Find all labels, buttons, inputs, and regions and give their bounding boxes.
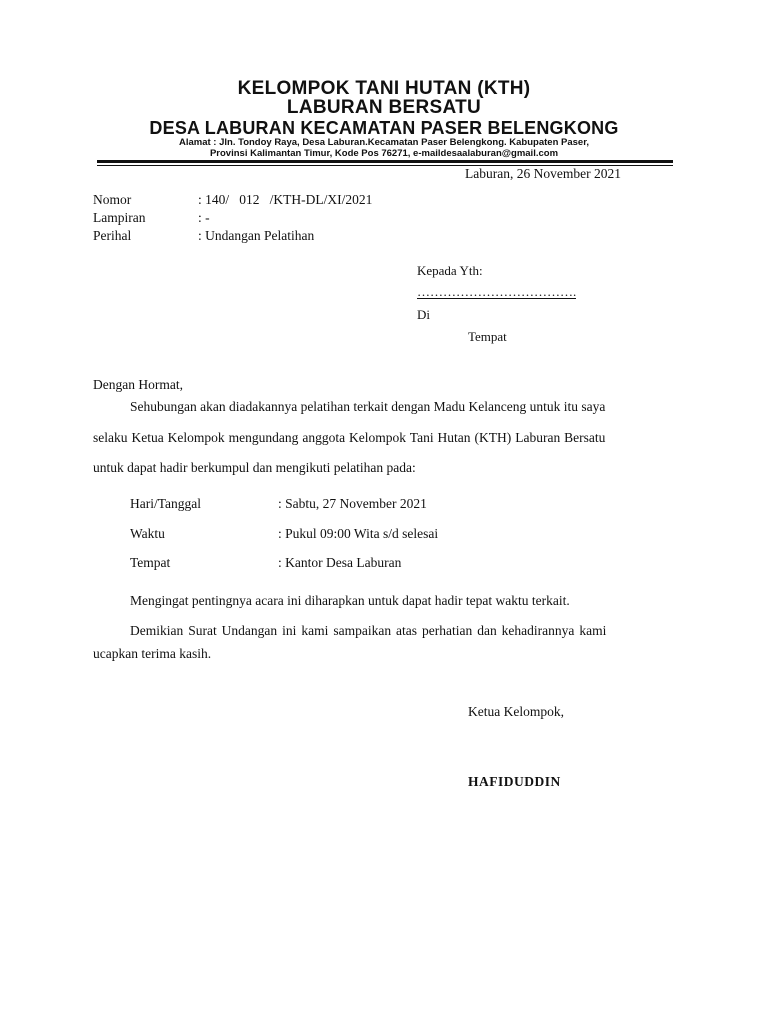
- body-paragraph-line3: untuk dapat hadir berkumpul dan mengikuti pelatihan pada:: [93, 460, 416, 475]
- meta-value-perihal: : Undangan Pelatihan: [198, 228, 315, 243]
- meta-value-lampiran: : -: [198, 210, 210, 225]
- meta-label-perihal: Perihal: [93, 228, 132, 243]
- closing-line3: ucapkan terima kasih.: [93, 646, 212, 661]
- meta-label-nomor: Nomor: [93, 192, 132, 207]
- detail-value-time: : Pukul 09:00 Wita s/d selesai: [278, 526, 439, 541]
- detail-label-time: Waktu: [130, 526, 165, 541]
- meta-value-nomor: : 140/ 012 /KTH-DL/XI/2021: [198, 192, 373, 207]
- body-paragraph-line1: Sehubungan akan diadakannya pelatihan terkait dengan Madu Kelanceng untuk itu saya: [130, 399, 606, 414]
- recipient-salutation: Kepada Yth:: [417, 263, 483, 278]
- signature-name: HAFIDUDDIN: [468, 774, 561, 789]
- meta-label-lampiran: Lampiran: [93, 210, 146, 225]
- letterhead-org-name: KELOMPOK TANI HUTAN (KTH): [237, 78, 531, 99]
- letterhead-address-line1: Alamat : Jln. Tondoy Raya, Desa Laburan.Kecamatan Paser Belengkong. Kabupaten Paser,: [178, 137, 590, 148]
- recipient-place: Tempat: [468, 329, 507, 344]
- detail-value-place: : Kantor Desa Laburan: [278, 555, 402, 570]
- letterhead-address-line2: Provinsi Kalimantan Timur, Kode Pos 76271, e-maildesaalaburan@gmail.com: [209, 148, 559, 159]
- signature-title: Ketua Kelompok,: [468, 704, 564, 719]
- greeting: Dengan Hormat,: [93, 377, 183, 392]
- body-paragraph-line2: selaku Ketua Kelompok mengundang anggota Kelompok Tani Hutan (KTH) Laburan Bersatu: [93, 430, 606, 445]
- detail-value-date: : Sabtu, 27 November 2021: [278, 496, 427, 511]
- letterhead-village: DESA LABURAN KECAMATAN PASER BELENGKONG: [149, 118, 619, 138]
- detail-label-place: Tempat: [130, 555, 171, 570]
- closing-line2: Demikian Surat Undangan ini kami sampaikan atas perhatian dan kehadirannya kami: [130, 623, 607, 638]
- detail-label-date: Hari/Tanggal: [130, 496, 202, 511]
- letterhead-divider-thick: [97, 160, 673, 163]
- letter-date: Laburan, 26 November 2021: [465, 166, 621, 181]
- closing-line1: Mengingat pentingnya acara ini diharapkan untuk dapat hadir tepat waktu terkait.: [130, 593, 570, 608]
- recipient-name-blank: ……………………………….: [417, 284, 577, 299]
- letterhead-group-name: LABURAN BERSATU: [286, 97, 482, 118]
- recipient-di: Di: [417, 307, 430, 322]
